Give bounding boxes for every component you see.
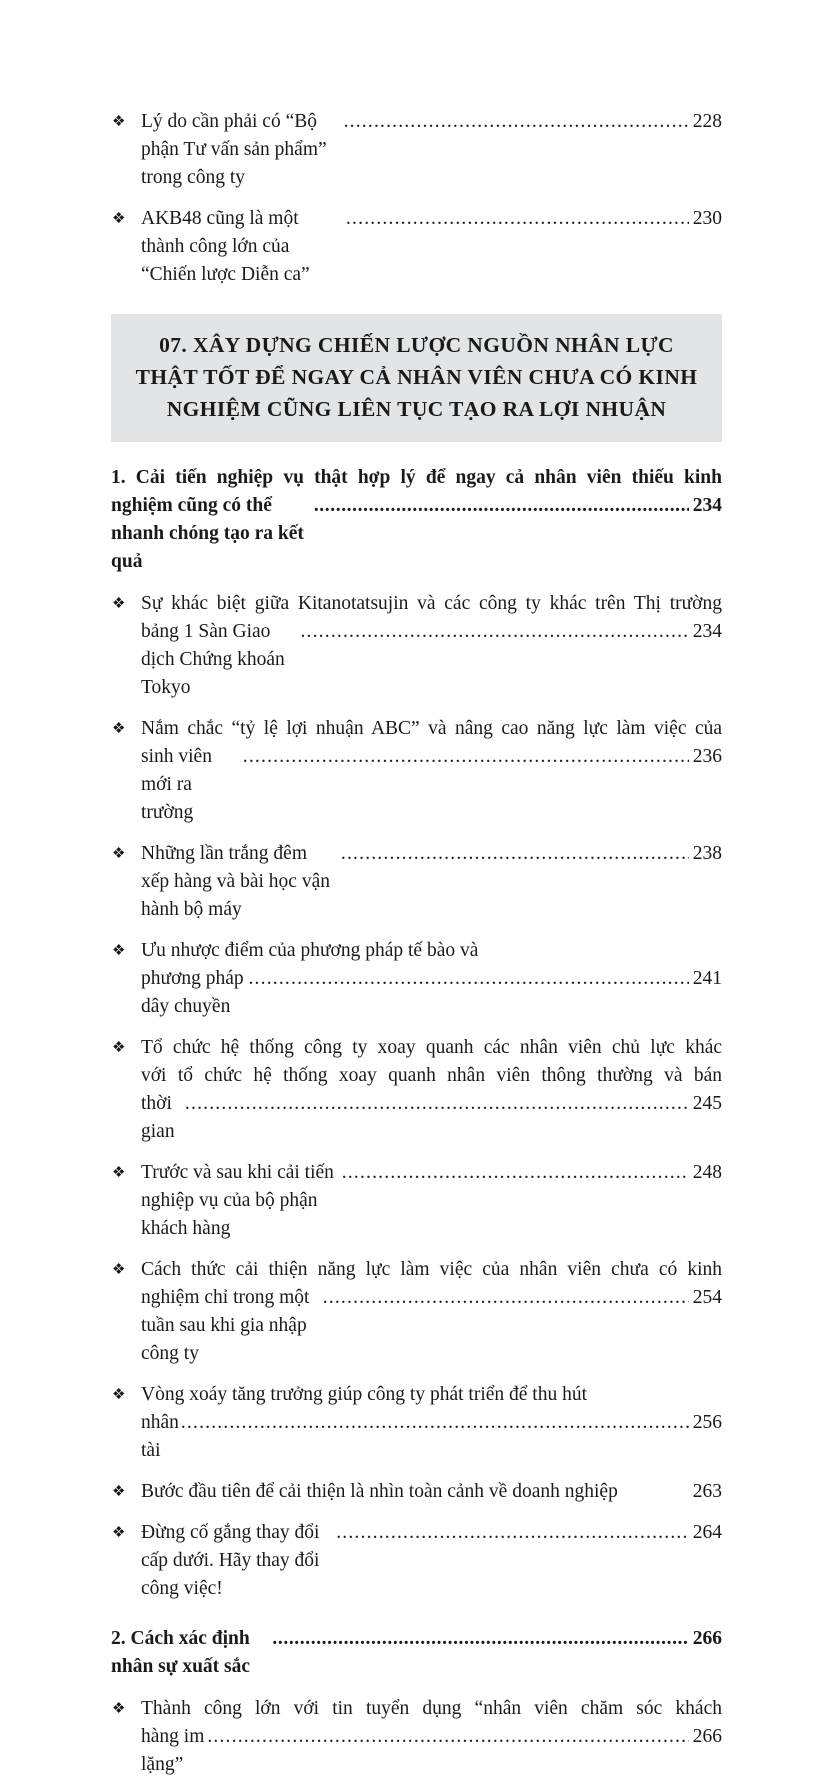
- toc-entry-line: [141, 965, 722, 1021]
- diamond-bullet-icon: ❖: [112, 721, 126, 737]
- dot-leader: [300, 618, 688, 646]
- diamond-bullet-icon: ❖: [112, 1040, 126, 1056]
- dot-leader: [336, 1519, 689, 1547]
- chapter-heading-line: THẬT TỐT ĐỂ NGAY CẢ NHÂN VIÊN CHƯA CÓ KINH: [135, 365, 698, 389]
- diamond-bullet-icon: ❖: [112, 1387, 126, 1403]
- dot-leader: [346, 205, 689, 233]
- dot-leader: [248, 965, 688, 993]
- toc-entry-line: [141, 1284, 722, 1368]
- toc-entry-line: [141, 1723, 722, 1779]
- page-number: 238: [692, 843, 722, 864]
- toc-entry[interactable]: [111, 1256, 722, 1368]
- toc-entry-text: hàng im lặng”: [141, 1726, 210, 1775]
- page-number: 266: [692, 1628, 722, 1649]
- section-heading[interactable]: [111, 464, 722, 576]
- toc-entry-text: Vòng xoáy tăng trưởng giúp công ty phát triển để thu hút: [141, 1384, 588, 1405]
- diamond-bullet-icon: ❖: [112, 1165, 126, 1181]
- page-number: 254: [692, 1287, 722, 1308]
- toc-entry-text: Lý do cần phải có “Bộ phận Tư vấn sản phẩm” trong công ty: [141, 111, 332, 188]
- page-number: 256: [692, 1412, 722, 1433]
- toc-entry-body: [141, 205, 722, 289]
- toc-entry-body: [141, 590, 722, 702]
- toc-entry-text: bảng 1 Sàn Giao dịch Chứng khoán Tokyo: [141, 621, 290, 698]
- dot-leader: [341, 840, 689, 868]
- dot-leader: [185, 1090, 689, 1118]
- toc-entry-line: [141, 1381, 722, 1409]
- dot-leader: [181, 1409, 689, 1437]
- toc-entry-text: Ưu nhược điểm của phương pháp tế bào và: [141, 940, 479, 961]
- toc-entry-body: [141, 715, 722, 827]
- diamond-bullet-icon: ❖: [112, 846, 126, 862]
- toc-entry-text: phương pháp dây chuyền: [141, 968, 249, 1017]
- diamond-bullet-icon: ❖: [112, 943, 126, 959]
- toc-entry-body: [141, 937, 722, 1021]
- toc-entry-line: [141, 205, 722, 289]
- toc-entry[interactable]: [111, 937, 722, 1021]
- toc-entry-text: 1. Cải tiến nghiệp vụ thật hợp lý để ngay cả nhân viên thiếu kinh: [111, 467, 722, 488]
- toc-entry-line: [111, 464, 722, 492]
- diamond-bullet-icon: ❖: [112, 211, 126, 227]
- diamond-bullet-icon: ❖: [112, 1525, 126, 1541]
- toc-entry-line: [111, 492, 722, 576]
- dot-leader: [344, 108, 689, 136]
- toc-entry-body: [141, 1695, 722, 1779]
- toc-top-list: [111, 108, 722, 289]
- toc-entry-body: [141, 1159, 722, 1243]
- chapter-heading-line: NGHIỆM CŨNG LIÊN TỤC TẠO RA LỢI NHUẬN: [166, 397, 667, 421]
- toc-entry-body: [141, 108, 722, 192]
- toc-entry-body: [141, 1256, 722, 1368]
- diamond-bullet-icon: ❖: [112, 1262, 126, 1278]
- diamond-bullet-icon: ❖: [112, 114, 126, 130]
- toc-entry-text: Những lần trắng đêm xếp hàng và bài học vận hành bộ máy: [141, 843, 335, 920]
- toc-entry-text: Tổ chức hệ thống công ty xoay quanh các nhân viên chủ lực khác: [141, 1037, 722, 1058]
- page-number: 234: [692, 621, 722, 642]
- toc-entry-line: [141, 1062, 722, 1090]
- toc-entry[interactable]: [111, 1478, 722, 1506]
- toc-entry-text: Thành công lớn với tin tuyển dụng “nhân viên chăm sóc khách: [141, 1698, 722, 1719]
- dot-leader: [272, 1625, 688, 1653]
- toc-entry-line: [111, 1625, 722, 1681]
- page-number: 230: [692, 208, 722, 229]
- page-number: 248: [692, 1162, 722, 1183]
- toc-entry-text: Đừng cố gắng thay đổi cấp dưới. Hãy thay đổi công việc!: [141, 1522, 325, 1599]
- page-number: 263: [692, 1481, 722, 1502]
- dot-leader: [207, 1723, 688, 1751]
- page-number: 234: [692, 495, 722, 516]
- toc-entry-line: [141, 840, 722, 924]
- toc-entry[interactable]: [111, 590, 722, 702]
- toc-entry-line: [141, 1159, 722, 1243]
- dot-leader: [314, 492, 689, 520]
- section-entry-list: [111, 1695, 722, 1779]
- dot-leader: [243, 743, 689, 771]
- dot-leader: [323, 1284, 689, 1312]
- toc-entry-line: [141, 1034, 722, 1062]
- toc-entry-text: nghiệm chỉ trong một tuần sau khi gia nhập công ty: [141, 1287, 315, 1364]
- section-heading[interactable]: [111, 1625, 722, 1681]
- toc-entry[interactable]: [111, 840, 722, 924]
- toc-entry-line: [141, 1409, 722, 1465]
- toc-entry-body: [141, 1519, 722, 1603]
- toc-entry-text: sinh viên mới ra trường: [141, 746, 217, 823]
- toc-entry-line: [141, 1256, 722, 1284]
- toc-entry-text: AKB48 cũng là một thành công lớn của “Chiến lược Diễn ca”: [141, 208, 310, 285]
- toc-entry-line: [141, 1695, 722, 1723]
- toc-entry-text: Cách thức cải thiện năng lực làm việc của nhân viên chưa có kinh: [141, 1259, 722, 1280]
- toc-entry-line: [141, 1090, 722, 1146]
- toc-entry-text: nhân tài: [141, 1412, 184, 1461]
- toc-entry-body: [141, 1034, 722, 1146]
- toc-entry[interactable]: [111, 715, 722, 827]
- dot-leader: [342, 1159, 689, 1187]
- toc-entry-line: [141, 108, 722, 192]
- toc-entry[interactable]: [111, 1034, 722, 1146]
- toc-entry-line: [141, 937, 722, 965]
- section-entry-list: [111, 590, 722, 1603]
- toc-entry-text: thời gian: [141, 1093, 177, 1142]
- toc-entry[interactable]: [111, 205, 722, 289]
- toc-entry-text: Trước và sau khi cải tiến nghiệp vụ của bộ phận khách hàng: [141, 1162, 339, 1239]
- toc-entry-line: [141, 715, 722, 743]
- diamond-bullet-icon: ❖: [112, 596, 126, 612]
- toc-entry-line: [141, 590, 722, 618]
- toc-entry[interactable]: [111, 1381, 722, 1465]
- toc-entry[interactable]: [111, 1519, 722, 1603]
- toc-entry-line: [141, 743, 722, 827]
- page-number: 266: [692, 1726, 722, 1747]
- toc-entry-text: 2. Cách xác định nhân sự xuất sắc: [111, 1628, 255, 1677]
- chapter-heading-line: 07. XÂY DỰNG CHIẾN LƯỢC NGUỒN NHÂN LỰC: [159, 333, 674, 357]
- toc-entry-line: [141, 618, 722, 702]
- toc-entry-text: Sự khác biệt giữa Kitanotatsujin và các công ty khác trên Thị trường: [141, 593, 722, 614]
- toc-entry-text: Nắm chắc “tỷ lệ lợi nhuận ABC” và nâng cao năng lực làm việc của: [141, 718, 722, 739]
- toc-entry-text: Bước đầu tiên để cải thiện là nhìn toàn cảnh về doanh nghiệp: [141, 1481, 618, 1502]
- toc-entry[interactable]: [111, 108, 722, 192]
- toc-entry-body: [141, 1478, 722, 1506]
- toc-entry-text: với tổ chức hệ thống xoay quanh nhân viên thông thường và bán: [141, 1065, 722, 1086]
- toc-entry-line: [141, 1478, 722, 1506]
- chapter-heading-block: [111, 314, 722, 442]
- page-number: 241: [692, 968, 722, 989]
- toc-entry[interactable]: [111, 1695, 722, 1779]
- diamond-bullet-icon: ❖: [112, 1701, 126, 1717]
- page-number: 228: [692, 111, 722, 132]
- toc-sections: [111, 464, 722, 1779]
- toc-entry-body: [141, 1381, 722, 1465]
- toc-entry[interactable]: [111, 1159, 722, 1243]
- toc-entry-body: [141, 840, 722, 924]
- page-number: 245: [692, 1093, 722, 1114]
- page-number: 264: [692, 1522, 722, 1543]
- page-number: 236: [692, 746, 722, 767]
- toc-entry-line: [141, 1519, 722, 1603]
- toc-entry-text: nghiệm cũng có thể nhanh chóng tạo ra kết quả: [111, 495, 309, 572]
- diamond-bullet-icon: ❖: [112, 1484, 126, 1500]
